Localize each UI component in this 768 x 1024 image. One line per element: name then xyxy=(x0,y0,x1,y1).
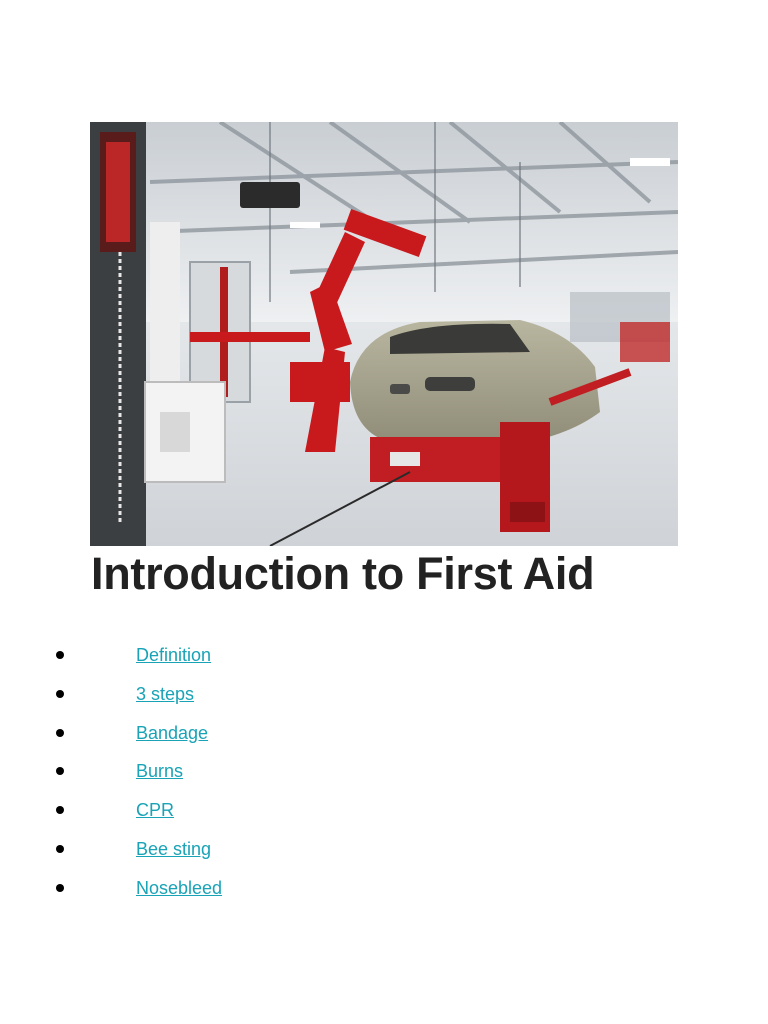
list-item xyxy=(0,832,768,871)
bullet-icon xyxy=(56,767,64,775)
toc-link-cpr[interactable]: CPR xyxy=(136,800,175,821)
toc-link-definition[interactable]: Definition xyxy=(136,645,212,665)
list-item xyxy=(0,677,768,716)
bullet-icon xyxy=(56,690,64,698)
list-item xyxy=(0,754,768,793)
list-item xyxy=(0,638,768,677)
toc-link-nosebleed[interactable]: Nosebleed xyxy=(136,877,223,898)
bullet-icon xyxy=(56,845,64,853)
bullet-icon xyxy=(56,651,64,659)
bullet-icon xyxy=(56,806,64,814)
list-item xyxy=(0,793,768,832)
table-of-contents xyxy=(0,638,768,910)
toc-link-burns[interactable]: Burns xyxy=(136,761,184,782)
bullet-icon xyxy=(56,729,64,737)
toc-link-bee-sting[interactable]: Bee sting xyxy=(136,838,212,859)
bullet-icon xyxy=(56,884,64,892)
list-item xyxy=(0,716,768,755)
page-title: Introduction to First Aid xyxy=(91,548,595,599)
factory-photo xyxy=(90,122,678,546)
list-item xyxy=(0,871,768,910)
toc-link-3-steps[interactable]: 3 steps xyxy=(136,683,195,704)
toc-link-bandage[interactable]: Bandage xyxy=(136,722,209,743)
